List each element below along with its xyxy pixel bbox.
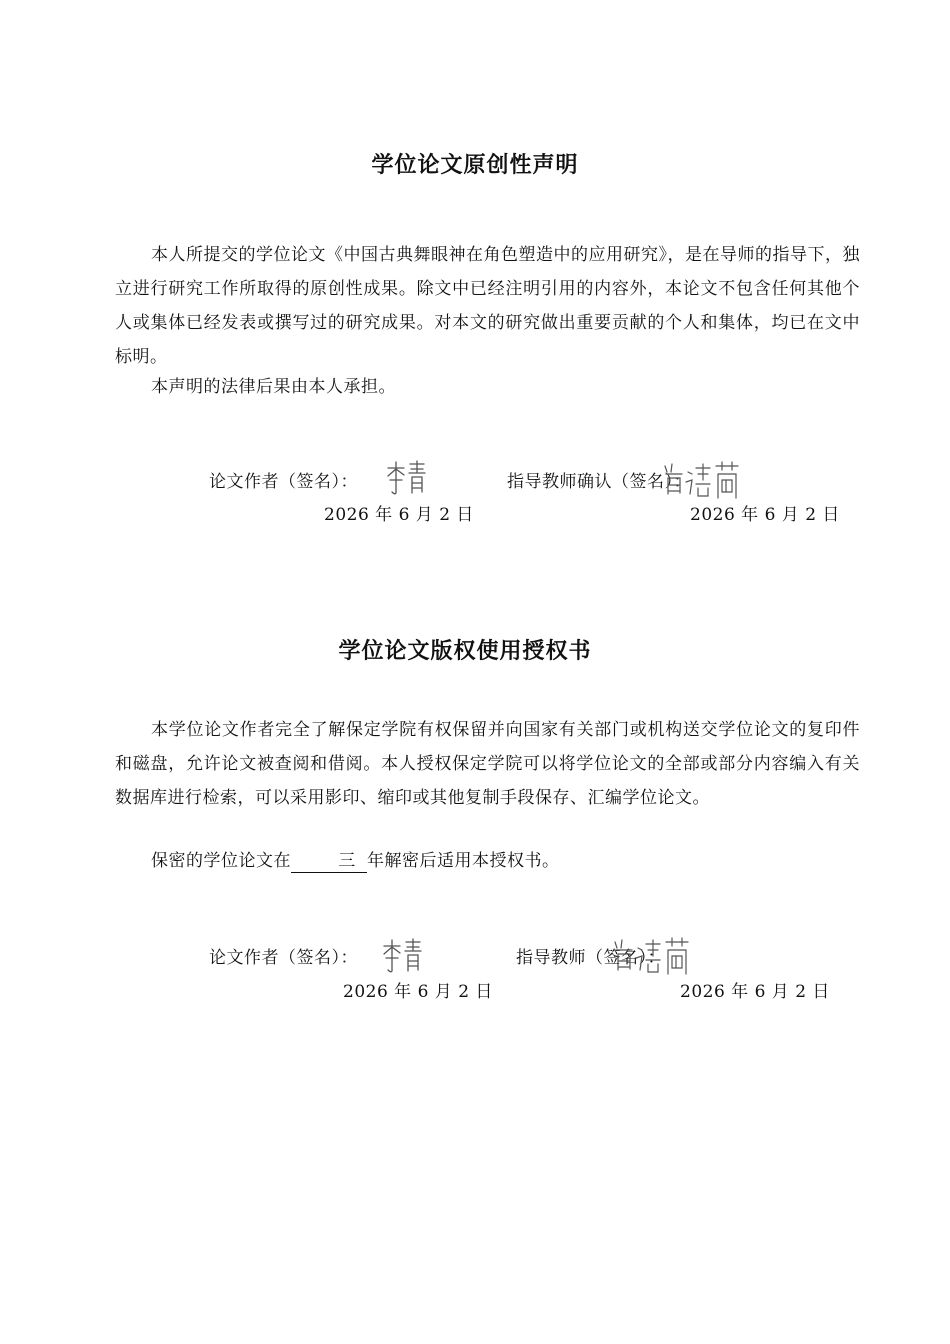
declaration-advisor-date: 2026 年 6 月 2 日 [690,505,840,525]
declaration-title: 学位论文原创性声明 [371,153,579,178]
authorization-author-signature [380,938,424,974]
declaration-author-date: 2026 年 6 月 2 日 [324,505,474,525]
authorization-advisor-date: 2026 年 6 月 2 日 [680,982,830,1002]
declaration-author-label: 论文作者（签名）： [209,472,358,492]
declaration-advisor-label: 指导教师确认（签名）： [507,472,691,492]
authorization-title: 学位论文版权使用授权书 [338,639,592,664]
authorization-paragraph: 本学位论文作者完全了解保定学院有权保留并向国家有关部门或机构送交学位论文的复印件和磁盘，允许论文被查阅和借阅。本人授权保定学院可以将学位论文的全部或部分内容编入有关数据库进行检索，可以采用影印、缩印或其他复制手段保存、汇编学位论文。 [115,720,860,808]
declaration-author-signature [384,460,428,496]
secrecy-suffix: 年解密后适用本授权书。 [367,851,560,871]
secrecy-years-field: 三 [291,850,367,873]
secrecy-paragraph [115,844,860,878]
secrecy-prefix: 保密的学位论文在 [151,851,291,871]
authorization-advisor-label: 指导教师（签名）： [516,948,665,968]
declaration-paragraph: 本人所提交的学位论文《中国古典舞眼神在角色塑造中的应用研究》，是在导师的指导下，独立进行研究工作所取得的原创性成果。除文中已经注明引用的内容外，本论文不包含任何其他个人或集体已经发表或撰写过的研究成果。对本文的研究做出重要贡献的个人和集体，均已在文中标明。 [115,245,860,367]
authorization-author-label: 论文作者（签名）： [209,948,358,968]
declaration-legal-paragraph: 本声明的法律后果由本人承担。 [151,377,396,397]
authorization-author-date: 2026 年 6 月 2 日 [343,982,493,1002]
